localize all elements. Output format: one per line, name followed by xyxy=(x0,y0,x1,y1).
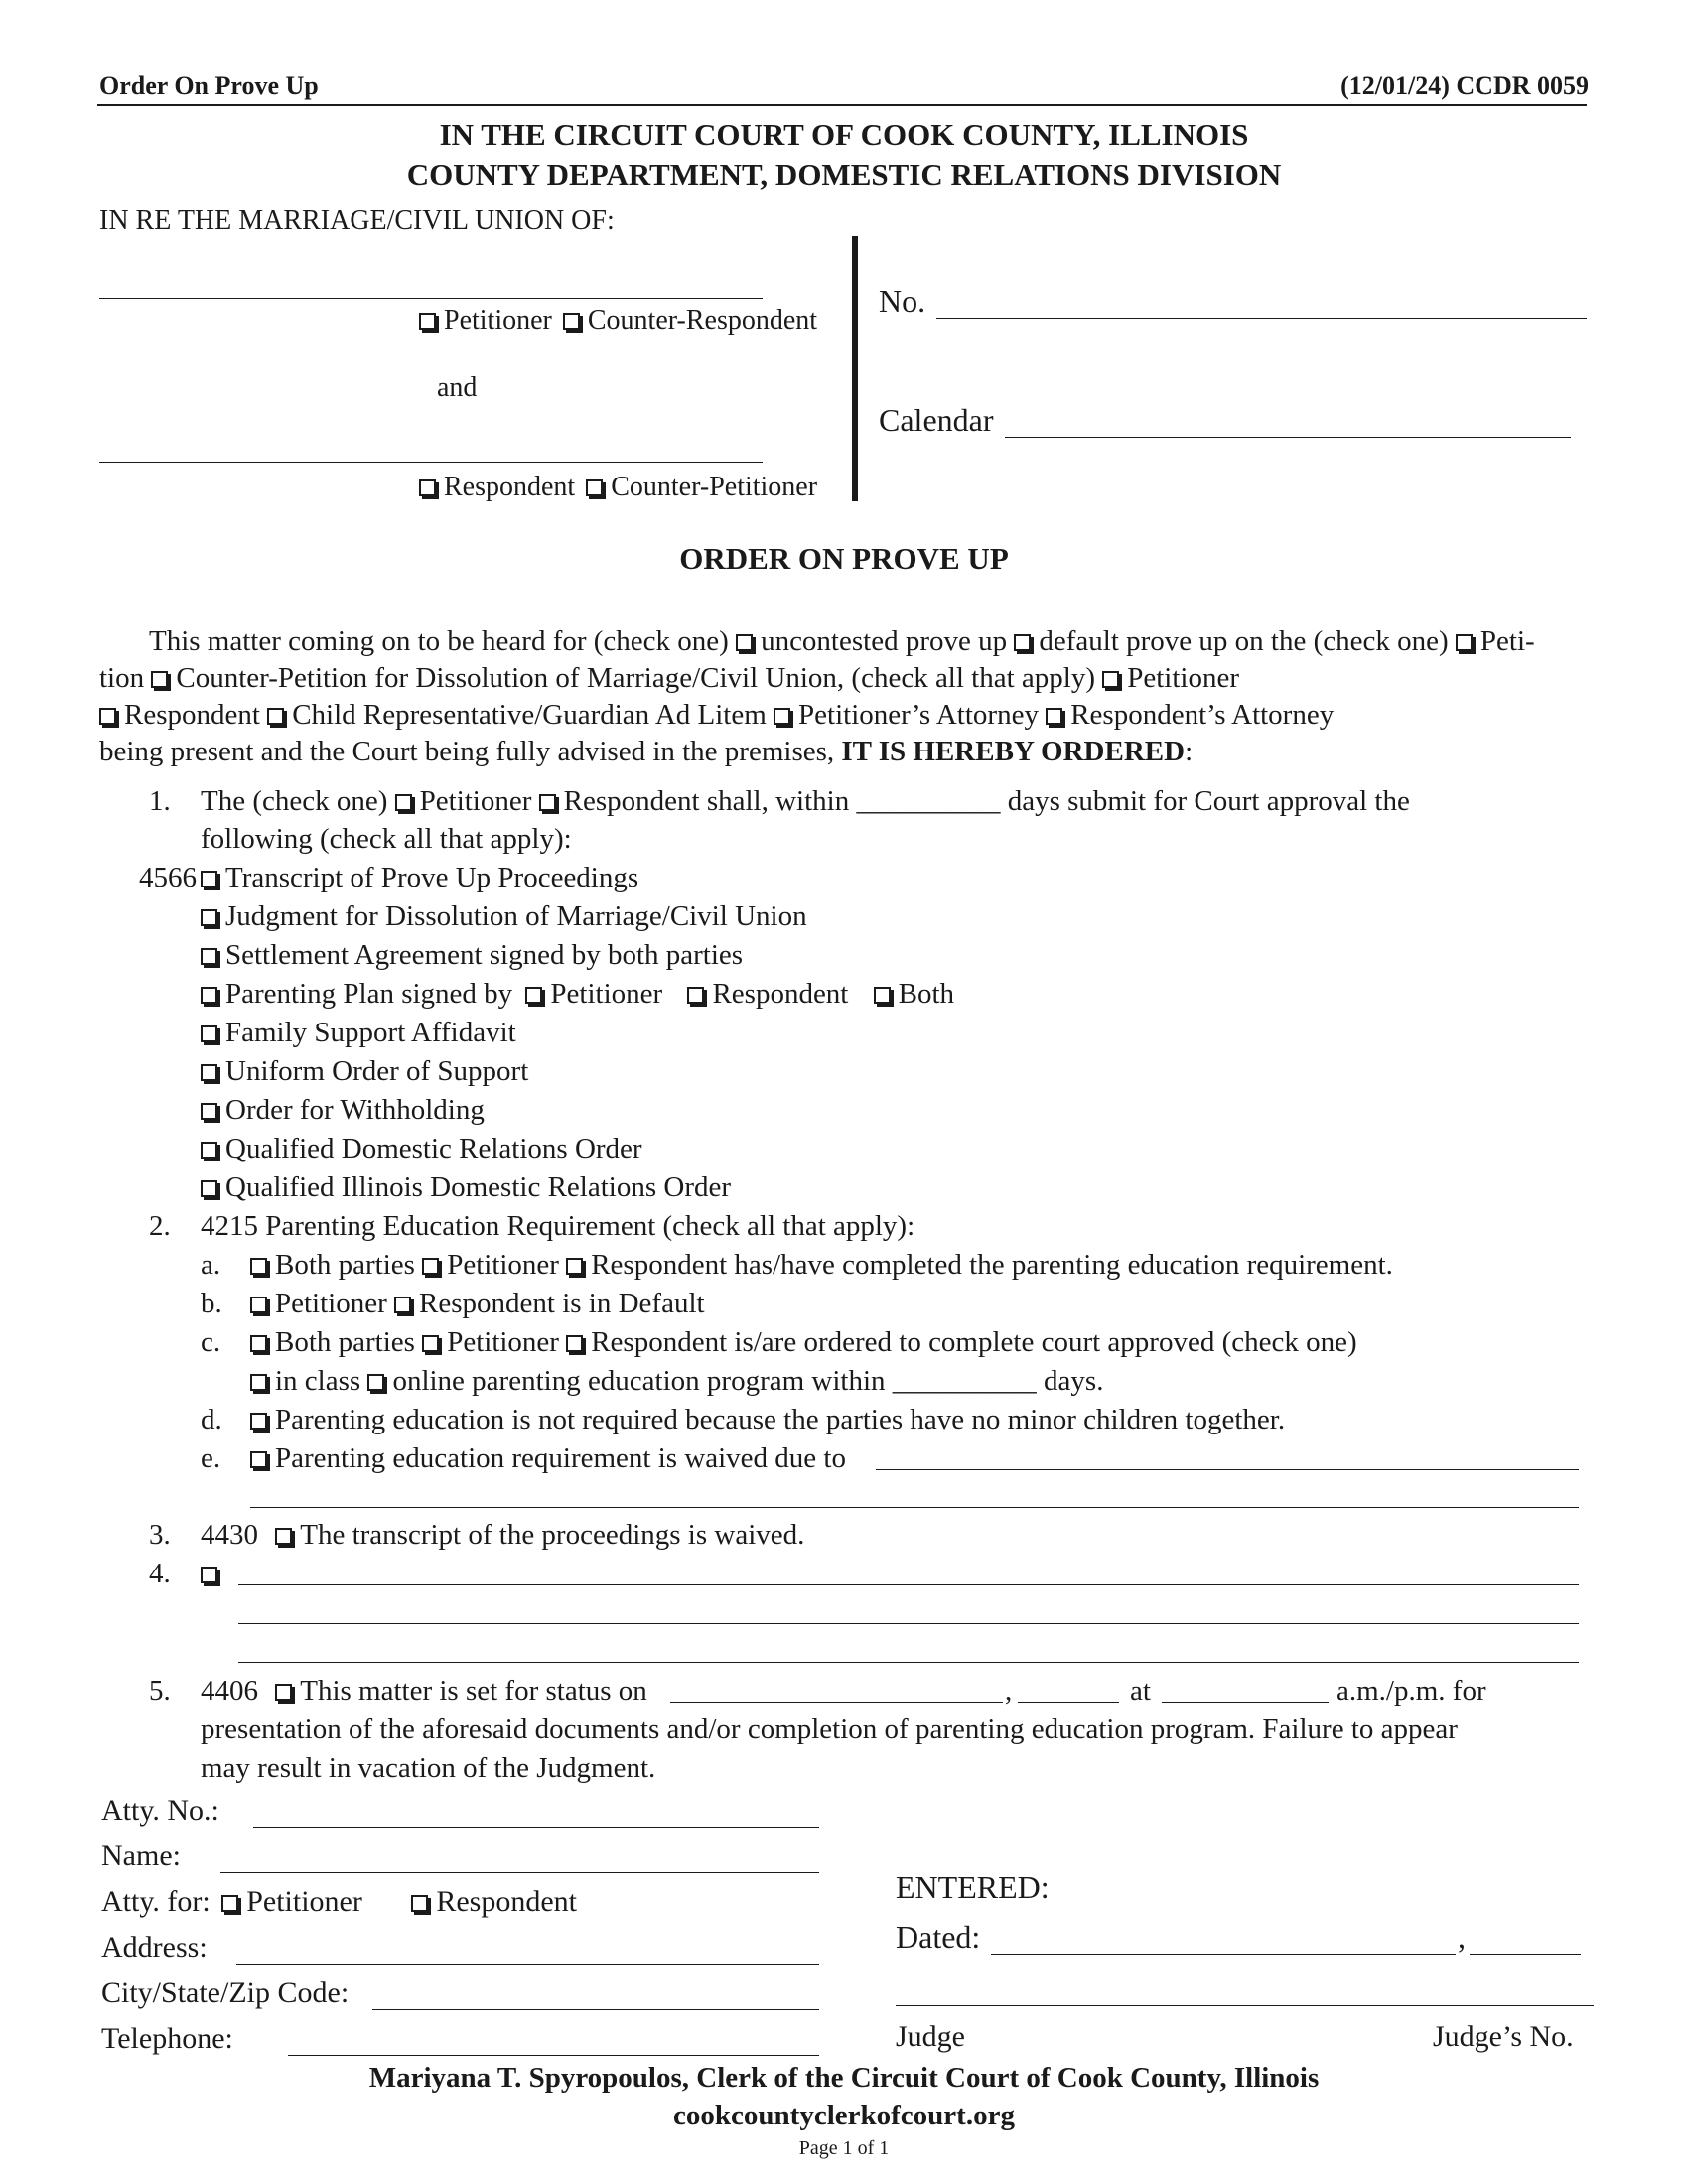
transcript-checkbox[interactable] xyxy=(201,871,217,887)
family-support-option: Family Support Affidavit xyxy=(201,1015,516,1051)
counter-petitioner-checkbox[interactable] xyxy=(586,479,603,496)
item-5-line-2: presentation of the aforesaid documents and/or completion of parenting education program. Failure to appear xyxy=(201,1713,1458,1745)
in-re-label: IN RE THE MARRIAGE/CIVIL UNION OF: xyxy=(99,205,615,236)
dated-comma: , xyxy=(1458,1919,1466,1955)
intro-line-4: being present and the Court being fully advised in the premises, IT IS HEREBY ORDERED: xyxy=(99,736,1194,767)
judge-no-label: Judge’s No. xyxy=(1433,2020,1574,2053)
entered-label: ENTERED: xyxy=(896,1869,1050,1905)
status-time-line[interactable] xyxy=(1162,1702,1329,1703)
case-number-label: No. xyxy=(879,283,926,319)
clerk-website: cookcountyclerkofcourt.org xyxy=(673,2100,1015,2131)
present-gal-checkbox[interactable] xyxy=(267,708,284,725)
2b-petitioner-checkbox[interactable] xyxy=(250,1297,267,1313)
uncontested-checkbox[interactable] xyxy=(736,634,753,651)
page-number: Page 1 of 1 xyxy=(798,2137,890,2159)
item-2e: Parenting education requirement is waived due to xyxy=(250,1440,846,1477)
atty-no-line[interactable] xyxy=(253,1827,819,1828)
item-2c-line-2: in class online parenting education program within __________ days. xyxy=(250,1363,1103,1400)
judge-label: Judge xyxy=(896,2020,965,2053)
withholding-checkbox[interactable] xyxy=(201,1103,217,1120)
qildro-checkbox[interactable] xyxy=(201,1180,217,1197)
status-year-line[interactable] xyxy=(1018,1702,1119,1703)
telephone-line[interactable] xyxy=(288,2055,819,2056)
2a-petitioner-checkbox[interactable] xyxy=(422,1258,439,1275)
form-code: (12/01/24) CCDR 0059 xyxy=(1340,71,1589,100)
uniform-order-option: Uniform Order of Support xyxy=(201,1053,528,1090)
item-2-title: 4215 Parenting Education Requirement (check all that apply): xyxy=(201,1210,915,1242)
2e-checkbox[interactable] xyxy=(250,1451,267,1468)
pp-petitioner-checkbox[interactable] xyxy=(525,987,542,1004)
qdro-checkbox[interactable] xyxy=(201,1142,217,1159)
status-comma: , xyxy=(1005,1675,1013,1706)
2a-both-checkbox[interactable] xyxy=(250,1258,267,1275)
2c-online-checkbox[interactable] xyxy=(367,1374,384,1391)
court-division: COUNTY DEPARTMENT, DOMESTIC RELATIONS DIVISION xyxy=(406,157,1282,192)
clerk-line: Mariyana T. Spyropoulos, Clerk of the Circuit Court of Cook County, Illinois xyxy=(368,2062,1320,2094)
form-title: Order On Prove Up xyxy=(99,71,319,100)
item-4-option xyxy=(201,1556,225,1592)
present-respondent-checkbox[interactable] xyxy=(99,708,116,725)
item1-respondent-checkbox[interactable] xyxy=(539,794,556,811)
intro-line-2: tion Counter-Petition for Dissolution of Marriage/Civil Union, (check all that apply) Petitioner xyxy=(99,662,1240,694)
judge-signature-line[interactable] xyxy=(896,2005,1594,2006)
petitioner-name-line[interactable] xyxy=(99,298,763,299)
order-title: ORDER ON PROVE UP xyxy=(679,541,1009,576)
item-2d-label: d. xyxy=(201,1404,222,1435)
hereby-ordered: IT IS HEREBY ORDERED xyxy=(841,736,1186,767)
parenting-plan-checkbox[interactable] xyxy=(201,987,217,1004)
item-1-number: 1. xyxy=(149,785,171,817)
2a-respondent-checkbox[interactable] xyxy=(566,1258,583,1275)
2c-petitioner-checkbox[interactable] xyxy=(422,1335,439,1352)
respondent-checkbox[interactable] xyxy=(419,479,436,496)
atty-for-petitioner-checkbox[interactable] xyxy=(221,1895,238,1912)
calendar-label: Calendar xyxy=(879,402,994,438)
settlement-option: Settlement Agreement signed by both parties xyxy=(201,937,743,974)
waiver-reason-line-1[interactable] xyxy=(876,1469,1579,1470)
transcript-option: Transcript of Prove Up Proceedings xyxy=(201,860,638,896)
counter-petition-checkbox[interactable] xyxy=(151,671,168,688)
case-number-line[interactable] xyxy=(936,318,1587,319)
item-5-number: 5. xyxy=(149,1675,171,1706)
atty-for-respondent-checkbox[interactable] xyxy=(411,1895,428,1912)
qildro-option: Qualified Illinois Domestic Relations Order xyxy=(201,1169,731,1206)
2d-checkbox[interactable] xyxy=(250,1413,267,1430)
header-rule xyxy=(97,104,1587,106)
item-2b-label: b. xyxy=(201,1288,222,1319)
city-line[interactable] xyxy=(372,2009,819,2010)
calendar-line[interactable] xyxy=(1005,437,1571,438)
2c-both-checkbox[interactable] xyxy=(250,1335,267,1352)
petition-checkbox[interactable] xyxy=(1456,634,1473,651)
atty-no-label: Atty. No.: xyxy=(101,1794,219,1827)
present-resp-attorney-checkbox[interactable] xyxy=(1046,708,1062,725)
item-5-line-1: 4406 This matter is set for status on xyxy=(201,1675,647,1706)
family-support-checkbox[interactable] xyxy=(201,1025,217,1042)
name-line[interactable] xyxy=(220,1872,819,1873)
item1-petitioner-checkbox[interactable] xyxy=(395,794,412,811)
status-at: at xyxy=(1130,1675,1151,1706)
judgment-checkbox[interactable] xyxy=(201,909,217,926)
intro-line-1: This matter coming on to be heard for (check one) uncontested prove up default prove up on the (check one) Peti- xyxy=(149,625,1535,657)
item-4-line-3[interactable] xyxy=(238,1662,1579,1663)
default-checkbox[interactable] xyxy=(1014,634,1031,651)
item-2c: Both parties Petitioner Respondent is/are ordered to complete court approved (check one) xyxy=(250,1324,1357,1361)
status-date-line[interactable] xyxy=(670,1702,1003,1703)
and-label: and xyxy=(437,372,478,403)
qdro-option: Qualified Domestic Relations Order xyxy=(201,1131,642,1167)
court-name: IN THE CIRCUIT COURT OF COOK COUNTY, ILLINOIS xyxy=(439,117,1249,152)
present-petitioner-checkbox[interactable] xyxy=(1102,671,1119,688)
address-label: Address: xyxy=(101,1931,208,1964)
item-2a: Both parties Petitioner Respondent has/have completed the parenting education requirement. xyxy=(250,1247,1393,1284)
status-checkbox[interactable] xyxy=(275,1684,292,1701)
pp-both-checkbox[interactable] xyxy=(874,987,891,1004)
2c-respondent-checkbox[interactable] xyxy=(566,1335,583,1352)
2c-in-class-checkbox[interactable] xyxy=(250,1374,267,1391)
transcript-waived-checkbox[interactable] xyxy=(275,1528,292,1545)
address-line[interactable] xyxy=(236,1964,819,1965)
petitioner-role-options: Petitioner Counter-Respondent xyxy=(419,305,817,337)
item-4-line-1[interactable] xyxy=(238,1584,1579,1585)
respondent-role-options: Respondent Counter-Petitioner xyxy=(419,472,817,503)
present-pet-attorney-checkbox[interactable] xyxy=(774,708,790,725)
item-4-number: 4. xyxy=(149,1558,171,1589)
dated-line[interactable] xyxy=(991,1954,1456,1955)
parenting-plan-option: Parenting Plan signed by Petitioner Respondent Both xyxy=(201,976,954,1013)
2b-respondent-checkbox[interactable] xyxy=(394,1297,411,1313)
item-3: 4430 The transcript of the proceedings is waived. xyxy=(201,1519,805,1551)
withholding-option: Order for Withholding xyxy=(201,1092,485,1129)
pp-respondent-checkbox[interactable] xyxy=(687,987,704,1004)
waiver-reason-line-2[interactable] xyxy=(250,1507,1579,1508)
item-2e-label: e. xyxy=(201,1442,221,1474)
item-1-line-1: The (check one) Petitioner Respondent shall, within __________ days submit for Court approval the xyxy=(201,785,1410,817)
judgment-option: Judgment for Dissolution of Marriage/Civil Union xyxy=(201,898,807,935)
telephone-label: Telephone: xyxy=(101,2022,233,2055)
petitioner-checkbox[interactable] xyxy=(419,313,436,330)
item-3-number: 3. xyxy=(149,1519,171,1551)
item-2-number: 2. xyxy=(149,1210,171,1242)
item-4-checkbox[interactable] xyxy=(201,1567,217,1583)
2c-days-blank[interactable]: __________ xyxy=(892,1365,1037,1397)
item-2d: Parenting education is not required because the parties have no minor children together. xyxy=(250,1402,1285,1438)
item-1-line-2: following (check all that apply): xyxy=(201,823,572,855)
dated-label: Dated: xyxy=(896,1919,981,1955)
respondent-name-line[interactable] xyxy=(99,462,763,463)
dated-year-line[interactable] xyxy=(1470,1954,1581,1955)
atty-for-row: Atty. for: Petitioner Respondent xyxy=(101,1885,578,1918)
item-4-line-2[interactable] xyxy=(238,1623,1579,1624)
caption-divider xyxy=(852,236,858,501)
item-2c-label: c. xyxy=(201,1326,221,1358)
item1-days-blank[interactable]: __________ xyxy=(856,785,1001,817)
intro-line-3: Respondent Child Representative/Guardian Ad Litem Petitioner’s Attorney Respondent’s Attorney xyxy=(99,697,1334,734)
item-2b: Petitioner Respondent is in Default xyxy=(250,1286,705,1322)
city-label: City/State/Zip Code: xyxy=(101,1977,350,2009)
code-4566: 4566 xyxy=(139,862,197,893)
status-ampm: a.m./p.m. for xyxy=(1336,1675,1486,1706)
uniform-order-checkbox[interactable] xyxy=(201,1064,217,1081)
name-label: Name: xyxy=(101,1840,181,1872)
item-2a-label: a. xyxy=(201,1249,221,1281)
settlement-checkbox[interactable] xyxy=(201,948,217,965)
item-5-line-3: may result in vacation of the Judgment. xyxy=(201,1752,656,1784)
counter-respondent-checkbox[interactable] xyxy=(563,313,580,330)
